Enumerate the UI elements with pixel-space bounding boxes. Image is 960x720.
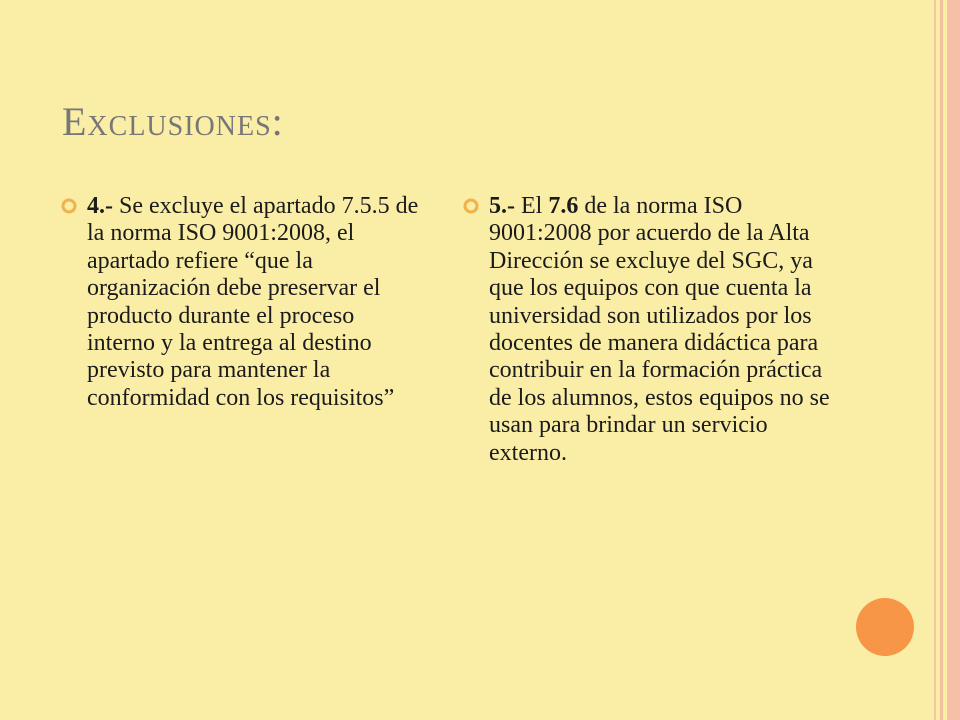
bullet-body-before: El [515, 193, 549, 219]
bullet-body-after: de la norma ISO 9001:2008 por acuerdo de la Alta Dirección se excluye del SGC, ya que los equipos con que cuenta la universidad son utilizados por los docentes de manera didáctica para contribuir en la formación práctica de los alumnos, estos equipos no se usan para brindar un servicio externo. [489, 193, 830, 466]
bullet-number: 5.- [489, 193, 515, 219]
bullet-item-5 [462, 193, 842, 467]
ring-bullet-icon [462, 197, 480, 215]
slide-title: Exclusiones: [62, 99, 284, 144]
orange-circle-icon [856, 598, 914, 656]
stripe-medium [940, 0, 943, 720]
bullet-clause: 7.6 [548, 193, 579, 219]
bullet-body: Se excluye el apartado 7.5.5 de la norma ISO 9001:2008, el apartado refiere “que la organización debe preservar el producto durante el proceso interno y la entrega al destino previsto para mantener la conformidad con los requisitos” [87, 193, 419, 411]
stripe-thin [934, 0, 936, 720]
bullet-text [489, 193, 842, 467]
right-edge-stripes [920, 0, 960, 720]
bullet-item-4 [60, 193, 420, 412]
bullet-number: 4.- [87, 193, 113, 219]
ring-bullet-icon [60, 197, 78, 215]
bullet-text [87, 193, 420, 412]
stripe-wide [947, 0, 960, 720]
